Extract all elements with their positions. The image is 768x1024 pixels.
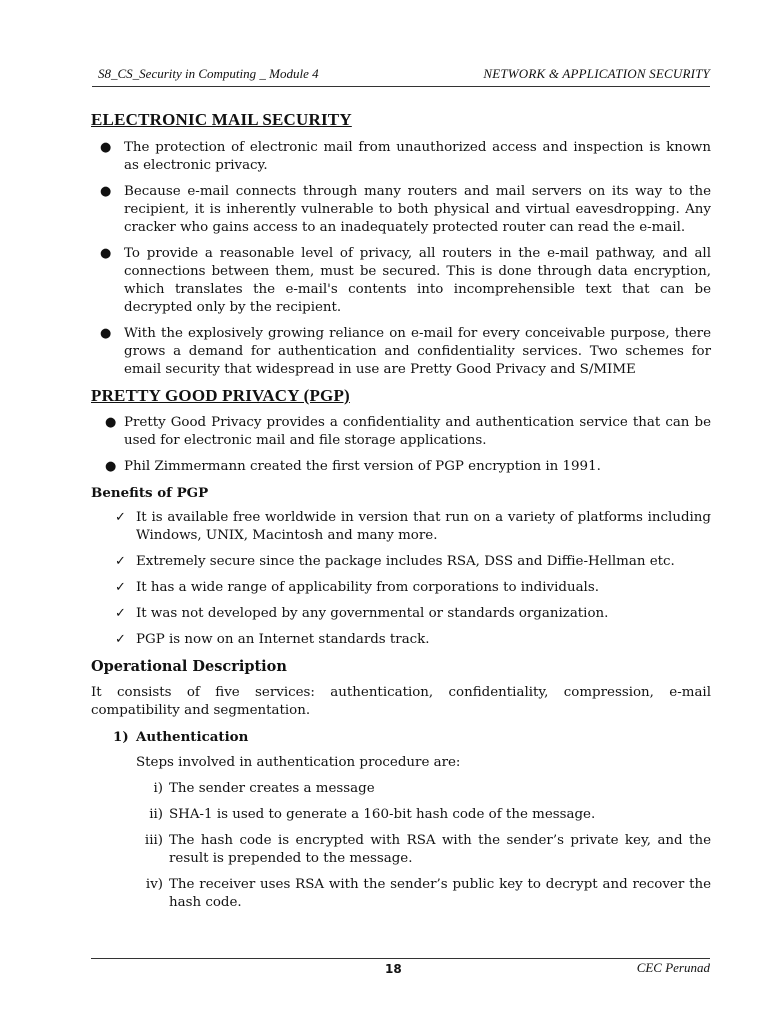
bullet-icon: ● <box>100 184 112 199</box>
list-item-text: Phil Zimmermann created the first version of PGP encryption in 1991. <box>124 459 601 474</box>
service-title: Authentication <box>136 729 249 745</box>
list-item-text: Pretty Good Privacy provides a confidentiality and authentication service that can be used for electronic mail and file storage applications. <box>124 415 711 448</box>
list-item <box>91 832 711 868</box>
list-item <box>91 245 711 317</box>
checkmark-icon: ✓ <box>115 632 126 647</box>
section-title-pgp: PRETTY GOOD PRIVACY (PGP) <box>91 386 350 405</box>
operational-intro-paragraph: It consists of five services: authentication, confidentiality, compression, e-mail compatibility and segmentation. <box>91 685 711 718</box>
page-header <box>92 66 710 87</box>
list-item <box>91 139 711 175</box>
bullet-icon: ● <box>105 459 117 474</box>
list-item <box>91 780 711 798</box>
list-item-text: Because e-mail connects through many routers and mail servers on its way to the recipient, it is inherently vulnerable to both physical and virtual eavesdropping. Any cracker who gains access to an inadequately protected router can read the e-mail. <box>124 184 711 235</box>
bullet-icon: ● <box>100 326 112 341</box>
service-authentication-heading <box>91 728 711 746</box>
list-item <box>91 631 711 649</box>
list-item <box>91 183 711 237</box>
list-item-text: It is available free worldwide in version that run on a variety of platforms including Windows, UNIX, Macintosh and many more. <box>136 510 711 543</box>
checkmark-icon: ✓ <box>115 554 126 569</box>
bullet-icon: ● <box>100 140 112 155</box>
benefits-checklist <box>91 509 711 649</box>
benefits-heading: Benefits of PGP <box>91 485 209 501</box>
authentication-steps-list <box>91 780 711 912</box>
page-number: 18 <box>385 962 402 976</box>
list-item-text: It was not developed by any governmental or standards organization. <box>136 606 609 621</box>
step-text: The receiver uses RSA with the sender’s public key to decrypt and recover the hash code. <box>169 877 711 910</box>
list-item <box>91 553 711 571</box>
step-text: The sender creates a message <box>169 781 375 796</box>
service-number: 1) <box>113 729 129 745</box>
step-text: SHA-1 is used to generate a 160-bit hash code of the message. <box>169 807 596 822</box>
email-security-bullet-list <box>91 139 711 379</box>
checkmark-icon: ✓ <box>115 510 126 525</box>
list-item <box>91 605 711 623</box>
step-number: i) <box>153 781 163 796</box>
page-content <box>91 111 711 920</box>
list-item-text: With the explosively growing reliance on e-mail for every conceivable purpose, there grows a demand for authentication and confidentiality services. Two schemes for email security that widespread in use are Pretty Good Privacy and S/MIME <box>124 326 711 377</box>
step-number: iii) <box>144 833 163 848</box>
operational-description-heading: Operational Description <box>91 658 287 675</box>
list-item <box>91 876 711 912</box>
bullet-icon: ● <box>105 415 117 430</box>
header-module-title: NETWORK & APPLICATION SECURITY <box>483 66 710 81</box>
list-item <box>91 579 711 597</box>
list-item <box>91 806 711 824</box>
step-text: The hash code is encrypted with RSA with the sender’s private key, and the result is prepended to the message. <box>169 833 711 866</box>
header-course-title: S8_CS_Security in Computing _ Module 4 <box>98 66 319 81</box>
step-number: iv) <box>145 877 163 892</box>
list-item <box>91 509 711 545</box>
checkmark-icon: ✓ <box>115 580 126 595</box>
step-number: ii) <box>149 807 163 822</box>
checkmark-icon: ✓ <box>115 606 126 621</box>
list-item <box>105 414 711 450</box>
bullet-icon: ● <box>100 246 112 261</box>
steps-intro: Steps involved in authentication procedure are: <box>136 755 461 770</box>
list-item-text: The protection of electronic mail from unauthorized access and inspection is known as electronic privacy. <box>124 140 711 173</box>
list-item-text: It has a wide range of applicability from corporations to individuals. <box>136 580 599 595</box>
list-item-text: PGP is now on an Internet standards track. <box>136 632 430 647</box>
list-item <box>91 325 711 379</box>
list-item <box>105 458 711 476</box>
section-title-email-security: ELECTRONIC MAIL SECURITY <box>91 110 352 129</box>
list-item-text: To provide a reasonable level of privacy, all routers in the e-mail pathway, and all connections between them, must be secured. This is done through data encryption, which translates the e-mail's contents into incomprehensible text that can be decrypted only by the recipient. <box>124 246 711 315</box>
pgp-bullet-list <box>91 414 711 476</box>
list-item-text: Extremely secure since the package includes RSA, DSS and Diffie-Hellman etc. <box>136 554 675 569</box>
footer-divider <box>91 958 710 959</box>
footer-institution: CEC Perunad <box>636 960 710 975</box>
